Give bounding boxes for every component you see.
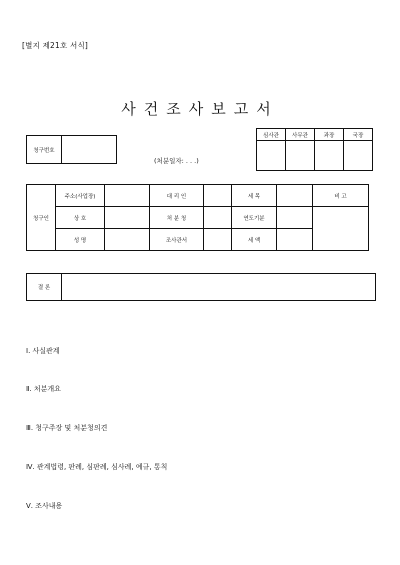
approval-sign-director[interactable] bbox=[315, 141, 344, 171]
approval-header-bureau-chief: 국장 bbox=[344, 129, 373, 141]
year-period-field[interactable] bbox=[277, 207, 313, 229]
form-number-label: [별지 제21호 서식] bbox=[22, 41, 89, 50]
agent-label: 대 리 인 bbox=[150, 185, 204, 207]
claim-number-box bbox=[26, 135, 117, 164]
name-field[interactable] bbox=[105, 229, 150, 251]
document-title: 사건조사보고서 bbox=[121, 100, 279, 118]
tax-amount-field[interactable] bbox=[277, 229, 313, 251]
approval-table bbox=[256, 128, 373, 171]
remarks-field[interactable] bbox=[313, 207, 369, 251]
year-period-label: 연도기분 bbox=[232, 207, 277, 229]
approval-sign-officer[interactable] bbox=[286, 141, 315, 171]
claim-number-field[interactable] bbox=[62, 136, 117, 164]
address-field[interactable] bbox=[105, 185, 150, 207]
investigator-label: 조사관서 bbox=[150, 229, 204, 251]
claimant-info-table bbox=[26, 184, 369, 251]
conclusion-field[interactable] bbox=[62, 274, 376, 301]
approval-header-officer: 사무관 bbox=[286, 129, 315, 141]
approval-header-examiner: 심사관 bbox=[257, 129, 286, 141]
investigator-field[interactable] bbox=[204, 229, 232, 251]
conclusion-table bbox=[26, 273, 376, 301]
address-label: 주소(사업장) bbox=[56, 185, 105, 207]
section-heading-investigation: Ⅴ. 조사내용 bbox=[26, 502, 63, 510]
remarks-label: 비 고 bbox=[313, 185, 369, 207]
conclusion-label: 결 론 bbox=[27, 274, 62, 301]
tax-item-label: 세 목 bbox=[232, 185, 277, 207]
disposition-office-field[interactable] bbox=[204, 207, 232, 229]
tax-item-field[interactable] bbox=[277, 185, 313, 207]
trade-name-field[interactable] bbox=[105, 207, 150, 229]
approval-sign-bureau-chief[interactable] bbox=[344, 141, 373, 171]
disposition-date: (처분일자: . . .) bbox=[154, 157, 199, 165]
name-label: 성 명 bbox=[56, 229, 105, 251]
tax-amount-label: 세 액 bbox=[232, 229, 277, 251]
approval-sign-examiner[interactable] bbox=[257, 141, 286, 171]
agent-field[interactable] bbox=[204, 185, 232, 207]
section-heading-claims-and-opinion: Ⅲ. 청구주장 및 처분청의견 bbox=[26, 424, 108, 432]
section-heading-related-laws: Ⅳ. 관계법령, 판례, 심판례, 심사례, 예규, 통칙 bbox=[26, 463, 168, 471]
section-heading-disposition-summary: Ⅱ. 처분개요 bbox=[26, 385, 61, 393]
approval-header-director: 과장 bbox=[315, 129, 344, 141]
claimant-label: 청구인 bbox=[27, 185, 56, 251]
claim-number-label: 청구번호 bbox=[27, 136, 62, 164]
trade-name-label: 상 호 bbox=[56, 207, 105, 229]
disposition-office-label: 처 분 청 bbox=[150, 207, 204, 229]
section-heading-facts: Ⅰ. 사실관계 bbox=[26, 347, 60, 355]
